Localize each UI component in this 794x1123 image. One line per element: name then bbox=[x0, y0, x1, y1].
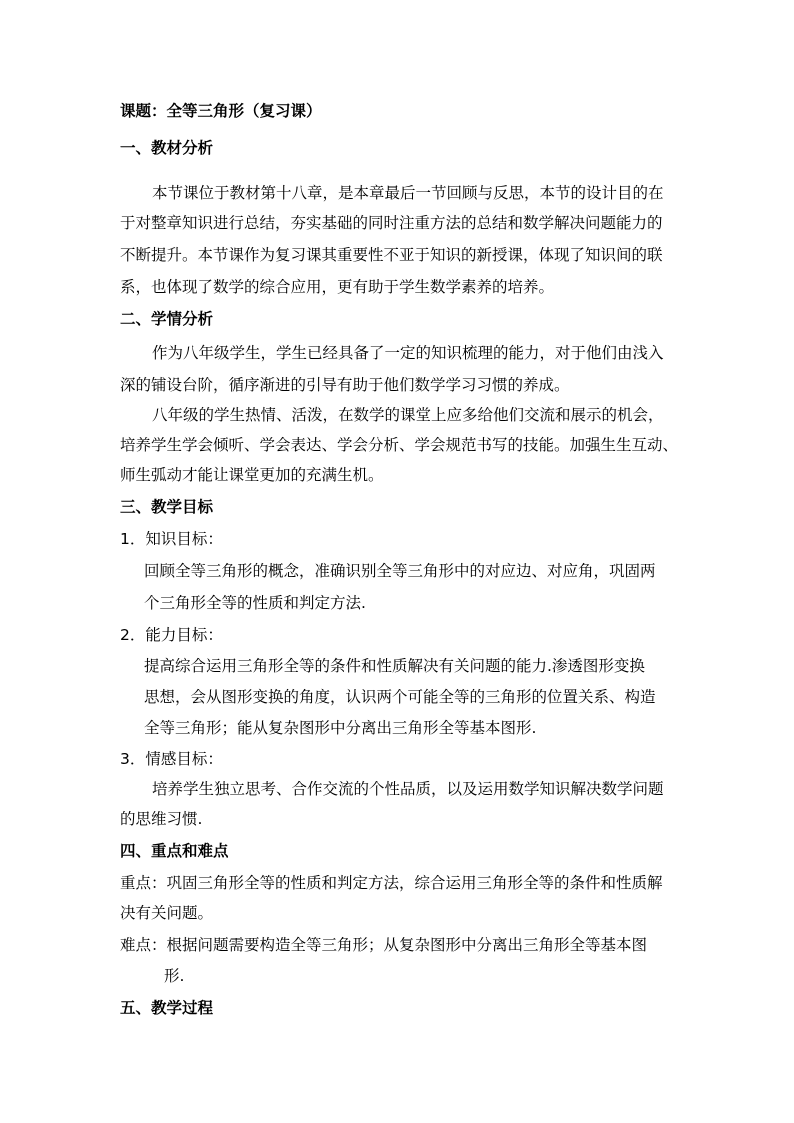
paragraph-line: 八年级的学生热情、活泼，在数学的课堂上应多给他们交流和展示的机会， bbox=[152, 406, 664, 424]
paragraph-line: 深的铺设台阶，循序渐进的引导有助于他们数学学习习惯的养成。 bbox=[120, 376, 570, 394]
paragraph-line: 不断提升。本节课作为复习课其重要性不亚于知识的新授课，体现了知识间的联 bbox=[120, 246, 663, 264]
objective-label-emotion: 3．情感目标： bbox=[120, 750, 223, 768]
paragraph-line: 形. bbox=[164, 967, 185, 985]
paragraph-line: 全等三角形；能从复杂图形中分离出三角形全等基本图形. bbox=[144, 719, 537, 737]
paragraph-line: 回顾全等三角形的概念，准确识别全等三角形中的对应边、对应角，巩固两 bbox=[144, 562, 656, 580]
objective-label-ability: 2．能力目标： bbox=[120, 626, 223, 644]
paragraph-line: 提高综合运用三角形全等的条件和性质解决有关问题的能力.渗透图形变换 bbox=[144, 657, 645, 675]
section-heading-key-points: 四、重点和难点 bbox=[120, 842, 229, 860]
paragraph-line: 于对整章知识进行总结，夯实基础的同时注重方法的总结和数学解决问题能力的 bbox=[120, 214, 663, 232]
paragraph-line: 个三角形全等的性质和判定方法. bbox=[144, 594, 366, 612]
paragraph-line: 难点：根据问题需要构造全等三角形；从复杂图形中分离出三角形全等基本图 bbox=[120, 936, 648, 954]
section-heading-teaching-objectives: 三、教学目标 bbox=[120, 498, 214, 516]
paragraph-line: 师生弧动才能让课堂更加的充满生机。 bbox=[120, 466, 384, 484]
paragraph-line: 的思维习惯. bbox=[120, 810, 203, 828]
objective-label-knowledge: 1．知识目标： bbox=[120, 530, 223, 548]
document-title: 课题：全等三角形（复习课） bbox=[120, 102, 322, 120]
paragraph-line: 思想，会从图形变换的角度，认识两个可能全等的三角形的位置关系、构造 bbox=[144, 688, 656, 706]
section-heading-teaching-process: 五、教学过程 bbox=[120, 999, 214, 1017]
paragraph-line: 本节课位于教材第十八章，是本章最后一节回顾与反思，本节的设计目的在 bbox=[152, 184, 664, 202]
paragraph-line: 培养学生独立思考、合作交流的个性品质，以及运用数学知识解决数学问题 bbox=[152, 780, 664, 798]
paragraph-line: 系，也体现了数学的综合应用，更有助于学生数学素养的培养。 bbox=[120, 278, 555, 296]
paragraph-line: 决有关问题。 bbox=[120, 904, 214, 922]
section-heading-student-analysis: 二、学情分析 bbox=[120, 310, 214, 328]
section-heading-textbook-analysis: 一、教材分析 bbox=[120, 139, 214, 157]
paragraph-line: 培养学生学会倾听、学会表达、学会分析、学会规范书写的技能。加强生生互动、 bbox=[120, 436, 679, 454]
paragraph-line: 作为八年级学生，学生已经具备了一定的知识梳理的能力，对于他们由浅入 bbox=[152, 344, 664, 362]
paragraph-line: 重点：巩固三角形全等的性质和判定方法，综合运用三角形全等的条件和性质解 bbox=[120, 874, 663, 892]
